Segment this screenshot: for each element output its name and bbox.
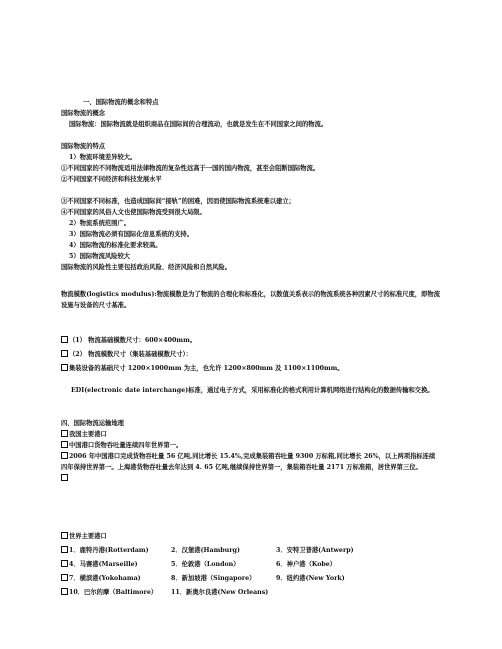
feature-2: 2）物流系统范围广。 [69,220,131,227]
edi-text: EDI(electronic date interchange)标准，通过电子方式，采用标准化的格式利用计算机网络进行结构化的数据传输和交换。 [71,387,434,394]
section-modulus-items [61,335,441,374]
checkbox-icon [61,474,68,481]
feature-3: 3）国际物流必须有国际化信息系统的支持。 [69,231,194,238]
feature-1d: ④不同国家的风俗人文也使国际物流受到很大局限。 [61,209,206,216]
modulus-definition: 物流模数(logistics modulus):物流模数是为了物流的合理化和标准化，以数值关系表示的物流系统各种因素尺寸的标准尺度，即物流设施与设备的尺寸基准。 [61,291,440,309]
port-name: 10．巴尔的摩（Baltimore） [69,589,158,596]
feature-1a: ①不同国家的不同物流适用法律物流的复杂性远高于一国的国内物流，甚至会阻断国际物流。 [61,165,320,172]
port-name: 8．新加坡港（Singapore） [171,575,256,582]
checkbox-icon [61,532,68,539]
china-ports-heading: 我国主要港口 [69,431,107,438]
modulus-item-1: （1） 物流基础模数尺寸：600×400mm。 [69,337,197,344]
feature-1: 1）物流环境差异较大。 [69,154,137,161]
feature-4: 4）国际物流的标准化要求较高。 [69,242,162,249]
port-name: 3．安特卫普港(Antwerp) [276,547,354,554]
checkbox-icon [61,441,68,448]
features-heading: 国际物流的特点 [61,143,106,150]
section-transport-geography [61,418,441,484]
checkbox-icon [61,430,68,437]
concept-heading: 国际物流的概念 [61,110,106,117]
china-ports-ranking: 中国港口货物吞吐量连续四年世界第一。 [69,442,183,449]
port-name: 4．马赛港(Marseille) [69,561,138,568]
section-edi [61,385,441,396]
port-name: 2．汉堡港(Hamburg) [171,547,240,554]
ports-row [61,559,441,570]
section-modulus [61,289,441,311]
checkbox-icon [61,546,68,553]
risk-text: 国际物流的风险性主要包括政治风险、经济风险和自然风险。 [61,264,232,271]
checkbox-icon [61,588,68,595]
checkbox-icon [61,560,68,567]
ports-row [61,545,441,556]
checkbox-icon [61,336,68,343]
port-name: 6．神户港（Kobe） [276,561,337,568]
port-name: 7．横滨港(Yokohama) [69,575,141,582]
modulus-item-2: （2） 物流模数尺寸（集装基础模数尺寸）： [69,351,193,358]
port-name: 11．新奥尔良港(New Orleans) [171,589,269,596]
concept-text: 国际物流：国际物流就是组织商品在国际间的合理流动，也就是发生在不同国家之间的物流。 [69,121,328,128]
port-name: 5．伦敦港（London） [171,561,240,568]
checkbox-icon [61,574,68,581]
section-world-ports [61,531,441,598]
checkbox-icon [61,350,68,357]
feature-1c: ③不同国家不同标准，也造成国际间“接轨”的困难，因而使国际物流系统难以建立； [61,198,295,205]
port-name: 1．鹿特丹港(Rotterdam) [69,547,149,554]
world-ports-heading: 世界主要港口 [69,533,107,540]
checkbox-icon [61,364,68,371]
ports-row [61,573,441,584]
ports-row [61,587,441,598]
feature-1b: ②不同国家不同经济和科技发展水平 [61,176,162,183]
section-title: 一、国际物流的概念和特点 [83,99,159,106]
geography-title: 四、国际物流运输地理 [61,420,124,427]
modulus-item-3: 集装设备的基础尺寸 1200×1000mm 为主，也允许 1200×800mm 及 1100×1100mm。 [69,365,344,372]
checkbox-icon [61,452,68,459]
section-logistics-concept [61,97,441,273]
china-ports-stats: 2006 年中国港口完成货物吞吐量 56 亿吨,同比增长 15.4%,完成集装箱吞吐量 9300 万标箱,同比增长 26%，以上两项指标连续四年保持世界第一。上海港货物吞吐量去年达到 4. 65 亿吨,继续保持世界第一，集装箱吞吐量 2171 万标准箱，居世界第三位。 [61,453,436,471]
feature-5: 5）国际物流风险较大 [69,253,131,260]
port-name: 9．纽约港(New York) [276,575,345,582]
